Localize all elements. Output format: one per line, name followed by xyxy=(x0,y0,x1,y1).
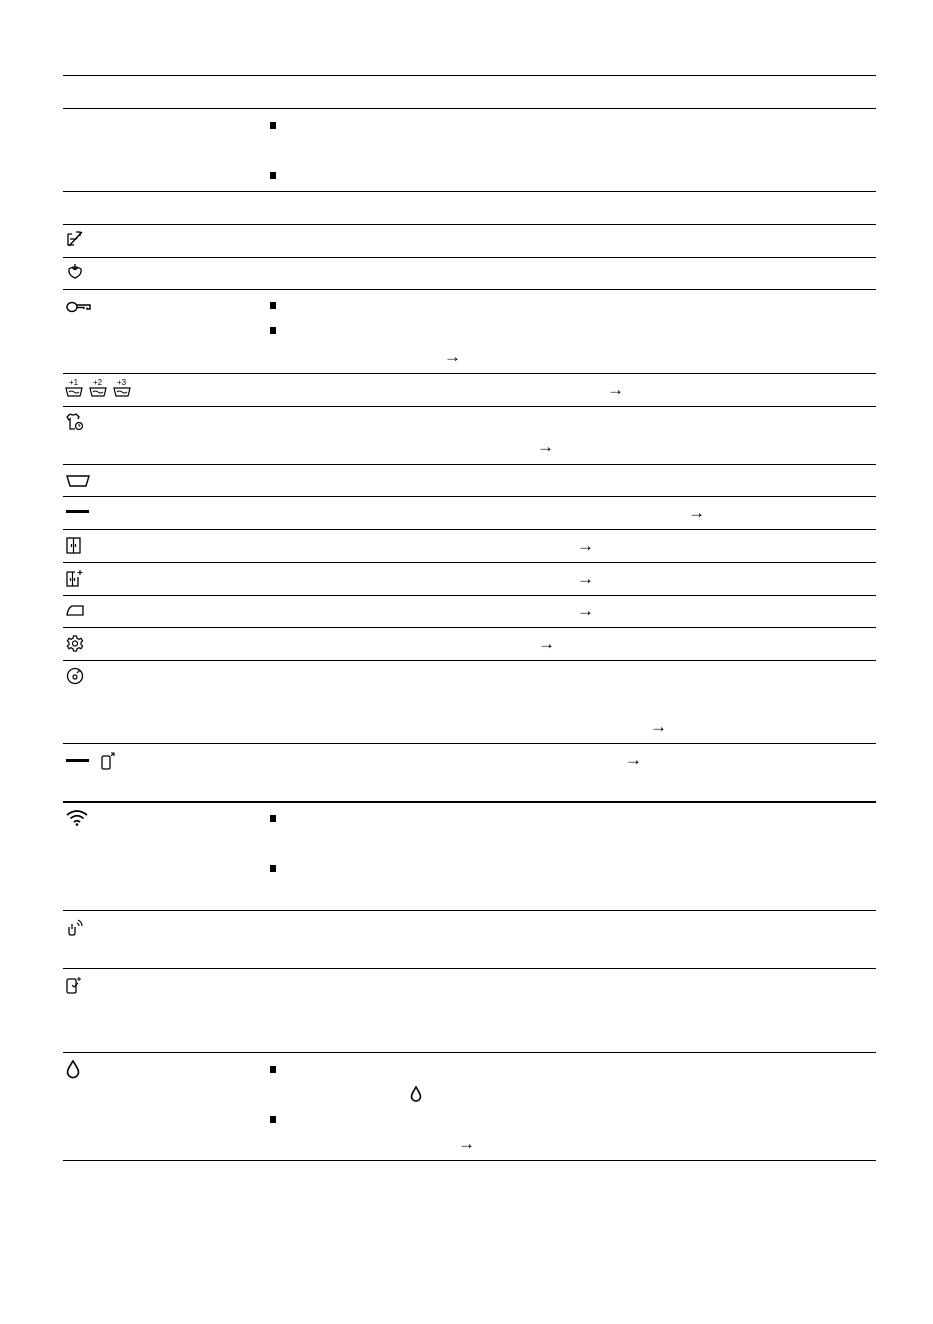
table-bottom-rule xyxy=(63,1160,876,1161)
reference-arrow: → xyxy=(458,1134,475,1153)
rinse-plus-2-label: +2 xyxy=(93,378,103,387)
hand-wash-crossed-icon xyxy=(66,231,84,247)
tub-icon xyxy=(66,474,90,488)
table-rule xyxy=(63,464,876,465)
reference-arrow: → xyxy=(538,634,555,653)
table-section-rule xyxy=(63,801,876,803)
table-rule xyxy=(63,496,876,497)
table-rule xyxy=(63,627,876,628)
list-bullet xyxy=(270,327,276,334)
list-bullet xyxy=(270,1066,276,1073)
table-rule xyxy=(63,289,876,290)
wardrobe-plus-icon xyxy=(66,569,84,587)
reference-arrow: → xyxy=(577,569,594,588)
reference-arrow: → xyxy=(537,437,554,456)
iron-icon xyxy=(66,604,84,616)
rinse-plus-1-label: +1 xyxy=(69,378,79,387)
dash-bar-icon xyxy=(66,510,90,514)
reference-arrow: → xyxy=(607,380,624,399)
table-rule xyxy=(63,406,876,407)
remote-phone-icon xyxy=(100,752,116,770)
table-rule xyxy=(63,373,876,374)
table-rule xyxy=(63,562,876,563)
table-rule xyxy=(63,224,876,225)
table-rule xyxy=(63,529,876,530)
phone-check-icon xyxy=(66,976,84,994)
water-drop-icon xyxy=(410,1086,422,1102)
list-bullet xyxy=(270,122,276,129)
shirt-timer-icon xyxy=(66,413,84,431)
reference-arrow: → xyxy=(444,347,461,366)
wifi-icon xyxy=(66,810,88,826)
remote-start-icon xyxy=(66,919,84,937)
table-rule xyxy=(63,257,876,258)
reference-arrow: → xyxy=(577,536,594,555)
table-rule xyxy=(63,743,876,744)
list-bullet xyxy=(270,1116,276,1123)
reference-arrow: → xyxy=(688,503,705,522)
list-bullet xyxy=(270,302,276,309)
table-rule xyxy=(63,1052,876,1053)
water-drop-icon xyxy=(66,1060,80,1078)
wardrobe-icon xyxy=(66,537,82,555)
drum-clean-icon xyxy=(66,667,84,685)
reference-arrow: → xyxy=(625,750,642,769)
key-icon xyxy=(66,300,92,314)
table-rule xyxy=(63,660,876,661)
table-rule xyxy=(63,108,876,109)
reference-arrow: → xyxy=(577,601,594,620)
table-rule xyxy=(63,910,876,911)
rinse-plus-3-label: +3 xyxy=(117,378,127,387)
reference-arrow: → xyxy=(650,717,667,736)
child-lock-icon xyxy=(66,263,84,279)
table-top-rule xyxy=(63,75,876,76)
table-rule xyxy=(63,191,876,192)
table-rule xyxy=(63,595,876,596)
dash-bar-icon xyxy=(66,759,90,763)
list-bullet xyxy=(270,172,276,179)
table-rule xyxy=(63,968,876,969)
gear-icon xyxy=(66,635,84,653)
list-bullet xyxy=(270,865,276,872)
list-bullet xyxy=(270,815,276,822)
